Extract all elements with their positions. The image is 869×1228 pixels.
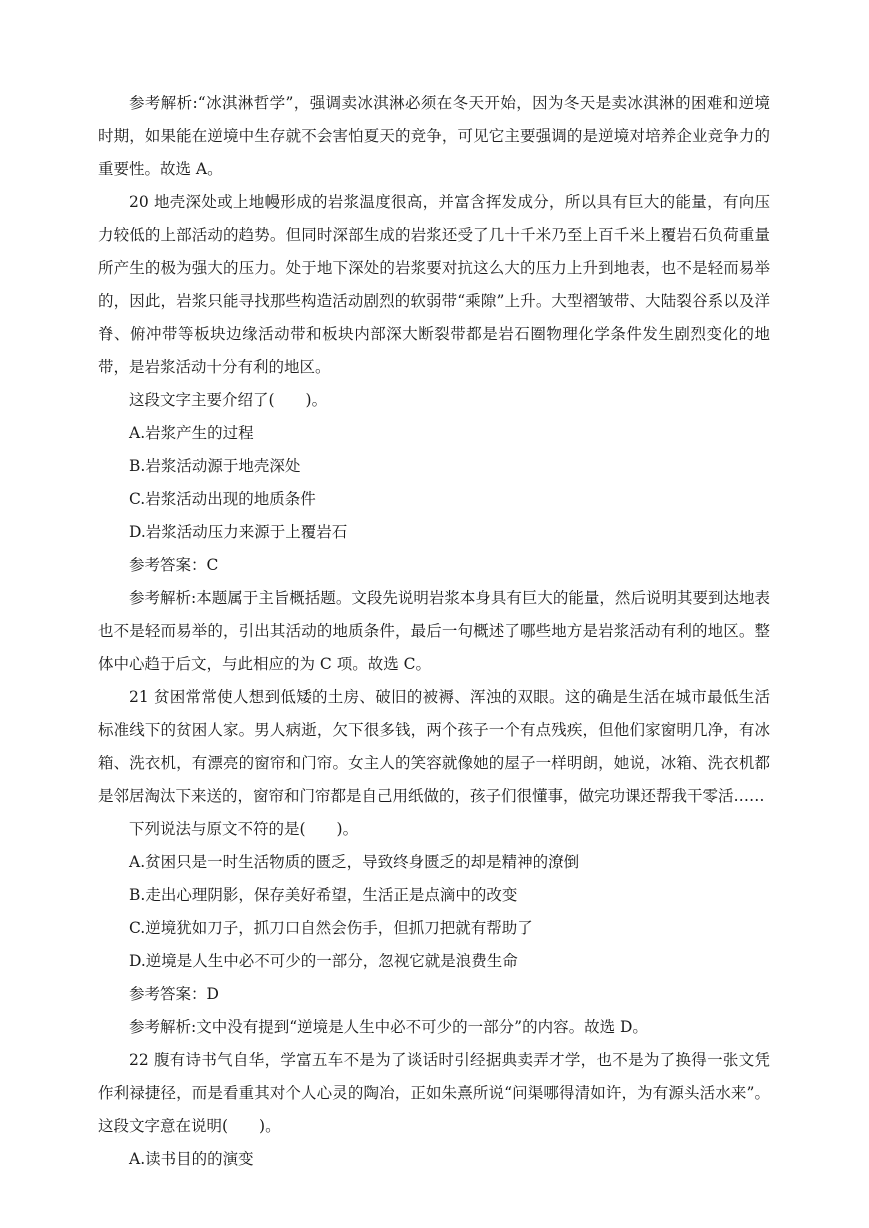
answer-line: 参考答案：D [129,985,219,1003]
analysis-paragraph: 参考解析:“冰淇淋哲学”，强调卖冰淇淋必须在冬天开始，因为冬天是卖冰淇淋的困难和逆境时期，如果能在逆境中生存就不会害怕夏天的竞争，可见它主要强调的是逆境对培养企业竞争力的重要性。故选 A。 [98,94,770,178]
option-a: A.岩浆产生的过程 [129,424,254,442]
option-d: D.岩浆活动压力来源于上覆岩石 [129,523,348,541]
option-c: C.岩浆活动出现的地质条件 [129,490,316,508]
question-20-passage: 20 地壳深处或上地幔形成的岩浆温度很高，并富含挥发成分，所以具有巨大的能量，有向压力较低的上部活动的趋势。但同时深部生成的岩浆还受了几十千米乃至上百千米上覆岩石负荷重量所产生的极为强大的压力。处于地下深处的岩浆要对抗这么大的压力上升到地表，也不是轻而易举的，因此，岩浆只能寻找那些构造活动剧烈的软弱带“乘隙”上升。大型褶皱带、大陆裂谷系以及洋脊、俯冲带等板块边缘活动带和板块内部深大断裂带都是岩石圈物理化学条件发生剧烈变化的地带，是岩浆活动十分有利的地区。 [98,193,770,376]
analysis-paragraph: 参考解析:本题属于主旨概括题。文段先说明岩浆本身具有巨大的能量，然后说明其要到达地表也不是轻而易举的，引出其活动的地质条件，最后一句概述了哪些地方是岩浆活动有利的地区。整体中心趋于后文，与此相应的为 C 项。故选 C。 [98,589,770,673]
option-c: C.逆境犹如刀子，抓刀口自然会伤手，但抓刀把就有帮助了 [129,919,533,937]
document-body [98,87,770,1176]
question-21-prompt: 下列说法与原文不符的是( )。 [129,820,359,838]
question-21-passage: 21 贫困常常使人想到低矮的土房、破旧的被褥、浑浊的双眼。这的确是生活在城市最低生活标准线下的贫困人家。男人病逝，欠下很多钱，两个孩子一个有点残疾，但他们家窗明几净，有冰箱、洗衣机，有漂亮的窗帘和门帘。女主人的笑容就像她的屋子一样明朗，她说，冰箱、洗衣机都是邻居淘汰下来送的，窗帘和门帘都是自己用纸做的，孩子们很懂事，做完功课还帮我干零活…… [98,688,770,805]
analysis-paragraph: 参考解析:文中没有提到“逆境是人生中必不可少的一部分”的内容。故选 D。 [129,1018,648,1036]
option-a: A.贫困只是一时生活物质的匮乏，导致终身匮乏的却是精神的潦倒 [129,853,580,871]
question-22-passage: 22 腹有诗书气自华，学富五车不是为了谈话时引经据典卖弄才学，也不是为了换得一张文凭作利禄捷径，而是看重其对个人心灵的陶冶，正如朱熹所说“问渠哪得清如许，为有源头活水来”。这段文字意在说明( )。 [98,1051,770,1135]
option-d: D.逆境是人生中必不可少的一部分，忽视它就是浪费生命 [129,952,518,970]
option-b: B.走出心理阴影，保存美好希望，生活正是点滴中的改变 [129,886,518,904]
question-20-prompt: 这段文字主要介绍了( )。 [129,391,328,409]
option-a: A.读书目的的演变 [129,1150,254,1168]
answer-line: 参考答案：C [129,556,219,574]
option-b: B.岩浆活动源于地壳深处 [129,457,301,475]
